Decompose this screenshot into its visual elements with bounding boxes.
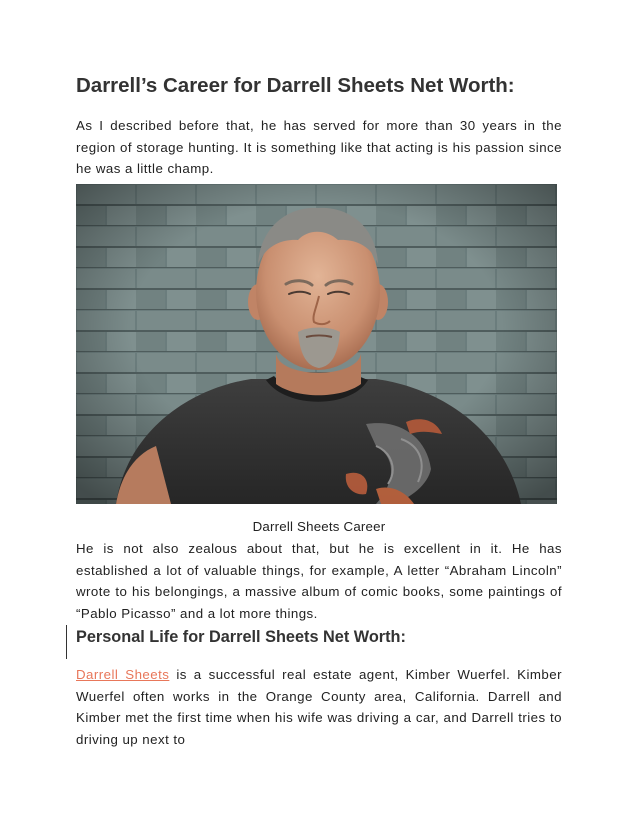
section-heading: Darrell’s Career for Darrell Sheets Net Worth: xyxy=(76,74,515,97)
darrell-sheets-photo xyxy=(76,184,557,504)
photo-caption: Darrell Sheets Career xyxy=(252,519,386,534)
darrell-sheets-link[interactable]: Darrell Sheets xyxy=(76,667,170,682)
subheading-block xyxy=(66,625,406,659)
personal-life-heading: Personal Life for Darrell Sheets Net Worth: xyxy=(76,628,406,646)
career-paragraph: As I described before that, he has served for more than 30 years in the region of storage hunting. It is something like that acting is his passion since he was a little champ. xyxy=(76,118,562,176)
personal-life-paragraph xyxy=(76,664,562,750)
personal-life-text: is a successful real estate agent, Kimber Wuerfel. Kimber Wuerfel often works in the Orange County area, California. Darrell and Kimber met the first time when his wife was driving a car, and Darrell tries to driving up next to xyxy=(76,667,562,747)
collection-paragraph: He is not also zealous about that, but he is excellent in it. He has established a lot of valuable things, for example, A letter “Abraham Lincoln” wrote to his belongings, a massive album of comic books, some paintings of “Pablo Picasso” and a lot more things. xyxy=(76,541,562,621)
